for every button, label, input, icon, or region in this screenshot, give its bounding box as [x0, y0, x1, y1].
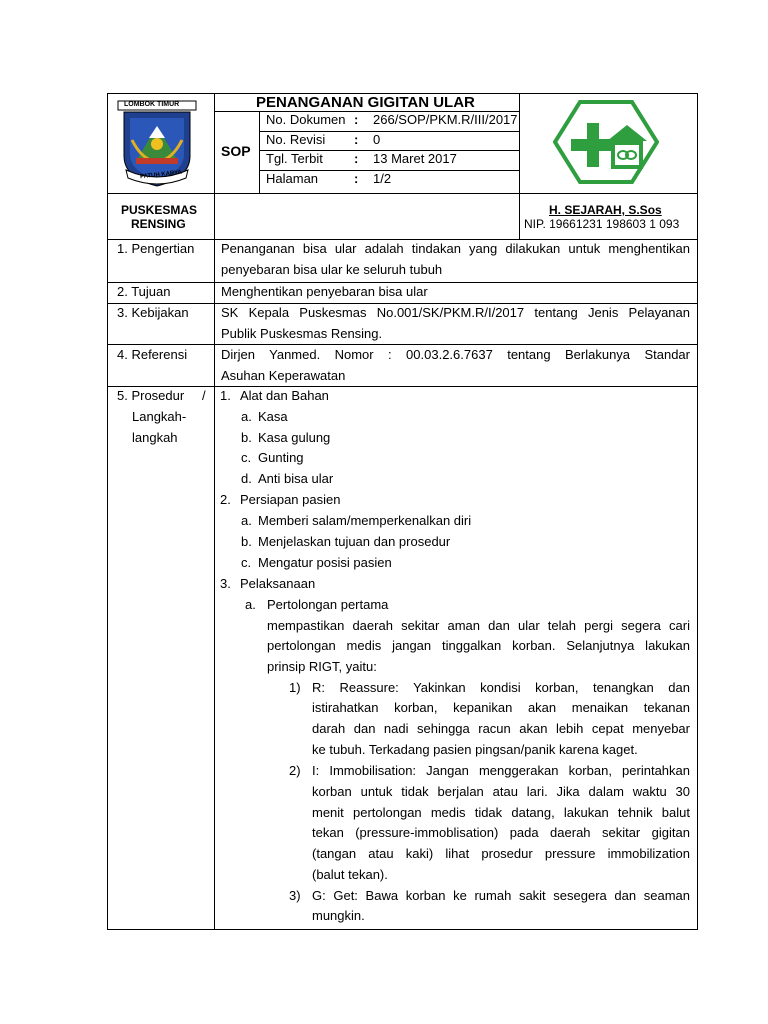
- sop-label: SOP: [221, 143, 251, 159]
- sub-item-text: Kasa gulung: [258, 430, 331, 445]
- first-aid-paragraph-line: pertolongan medis jangan tinggalkan korban. Selanjutnya lakukan: [267, 638, 690, 653]
- sub-item-letter: c.: [241, 555, 252, 570]
- step-title: Persiapan pasien: [240, 492, 341, 507]
- meta-value: 1/2: [373, 171, 392, 186]
- rigt-line: (balut tekan).: [312, 867, 388, 882]
- rigt-number: 3): [289, 888, 301, 903]
- sub-item-letter: b.: [241, 534, 252, 549]
- rigt-line: darah dan nadi sehingga racun akan lebih cepat menyebar: [312, 721, 690, 736]
- meta-value: 266/SOP/PKM.R/III/2017: [373, 112, 518, 127]
- signer-name: H. SEJARAH, S.Sos: [549, 203, 662, 217]
- sub-item-text: Gunting: [258, 450, 304, 465]
- rigt-line: menit pertolongan medis tidak datang, lakukan tehnik balut: [312, 805, 690, 820]
- rigt-number: 2): [289, 763, 301, 778]
- meta-label: No. Dokumen: [266, 112, 346, 127]
- rigt-line: (tangan atau kaki) lihat prosedur pressure immobilization: [312, 846, 690, 861]
- section-label-tujuan: 2. Tujuan: [117, 284, 171, 299]
- sub-item-letter: a.: [241, 513, 252, 528]
- rigt-line: mungkin.: [312, 908, 365, 923]
- rigt-number: 1): [289, 680, 301, 695]
- section-label-kebijakan: 3. Kebijakan: [117, 305, 189, 320]
- pengertian-line: penyebaran bisa ular ke seluruh tubuh: [221, 262, 443, 277]
- first-aid-paragraph-line: mempastikan daerah sekitar aman dan ular telah pergi segera cari: [267, 618, 690, 633]
- kebijakan-line: Publik Puskesmas Rensing.: [221, 326, 383, 341]
- lombok-timur-emblem: [116, 100, 198, 188]
- sub-item-letter: a.: [241, 409, 252, 424]
- meta-colon: :: [354, 171, 359, 186]
- referensi-line: Asuhan Keperawatan: [221, 368, 346, 383]
- meta-label: No. Revisi: [266, 132, 326, 147]
- meta-colon: :: [354, 151, 359, 166]
- first-aid-paragraph-line: prinsip RIGT, yaitu:: [267, 659, 377, 674]
- rigt-line: ke tubuh. Terkadang pasien pingsan/panik karena kaget.: [312, 742, 638, 757]
- sub-item-text: Mengatur posisi pasien: [258, 555, 392, 570]
- sub-item-letter: c.: [241, 450, 252, 465]
- section-label-prosedur: langkah: [132, 430, 178, 445]
- rigt-line: I: Immobilisation: Jangan menggerakan korban, perintahkan: [312, 763, 690, 778]
- sub-item-text: Pertolongan pertama: [267, 597, 389, 612]
- tujuan-line: Menghentikan penyebaran bisa ular: [221, 284, 428, 299]
- rigt-line: istirahatkan korban, kepanikan akan menaikan tekanan: [312, 700, 690, 715]
- meta-value: 13 Maret 2017: [373, 151, 457, 166]
- sub-item-text: Anti bisa ular: [258, 471, 334, 486]
- section-label-prosedur: Langkah-: [132, 409, 187, 424]
- sub-item-text: Memberi salam/memperkenalkan diri: [258, 513, 472, 528]
- puskesmas-logo: [553, 99, 659, 185]
- sub-item-letter: d.: [241, 471, 252, 486]
- sub-item-text: Kasa: [258, 409, 288, 424]
- kebijakan-line: SK Kepala Puskesmas No.001/SK/PKM.R/I/2017 tentang Jenis Pelayanan: [221, 305, 690, 320]
- step-number: 1.: [220, 388, 231, 403]
- meta-value: 0: [373, 132, 381, 147]
- referensi-line: Dirjen Yanmed. Nomor : 00.03.2.6.7637 tentang Berlakunya Standar: [221, 347, 690, 362]
- sub-item-letter: a.: [245, 597, 256, 612]
- rigt-line: tekan (pressure-immoblisation) pada daerah sekitar gigitan: [312, 825, 690, 840]
- section-label-referensi: 4. Referensi: [117, 347, 188, 362]
- section-label-pengertian: 1. Pengertian: [117, 241, 195, 256]
- rigt-line: G: Get: Bawa korban ke rumah sakit sesegera dan seaman: [312, 888, 690, 903]
- page-title: PENANGANAN GIGITAN ULAR: [256, 94, 475, 111]
- section-label-slash: /: [202, 388, 206, 403]
- rigt-line: korban untuk tidak berjalan atau lari. Jika dalam waktu 30: [312, 784, 690, 799]
- rigt-line: R: Reassure: Yakinkan kondisi korban, tenangkan dan: [312, 680, 690, 695]
- sub-item-text: Menjelaskan tujuan dan prosedur: [258, 534, 451, 549]
- step-title: Pelaksanaan: [240, 576, 316, 591]
- org-name-line2: RENSING: [131, 217, 186, 231]
- step-title: Alat dan Bahan: [240, 388, 329, 403]
- pengertian-line: Penanganan bisa ular adalah tindakan yang dilakukan untuk menghentikan: [221, 241, 690, 256]
- emblem-top-text: LOMBOK TIMUR: [124, 101, 180, 108]
- step-number: 3.: [220, 576, 231, 591]
- meta-colon: :: [354, 112, 359, 127]
- meta-label: Halaman: [266, 171, 319, 186]
- sub-item-letter: b.: [241, 430, 252, 445]
- signer-nip: NIP. 19661231 198603 1 093: [524, 217, 680, 231]
- org-name-line1: PUSKESMAS: [121, 203, 198, 217]
- step-number: 2.: [220, 492, 231, 507]
- section-label-prosedur: 5. Prosedur: [117, 388, 185, 403]
- meta-colon: :: [354, 132, 359, 147]
- emblem-ribbon-text: PATUH KARYA: [139, 169, 183, 181]
- meta-label: Tgl. Terbit: [266, 151, 323, 166]
